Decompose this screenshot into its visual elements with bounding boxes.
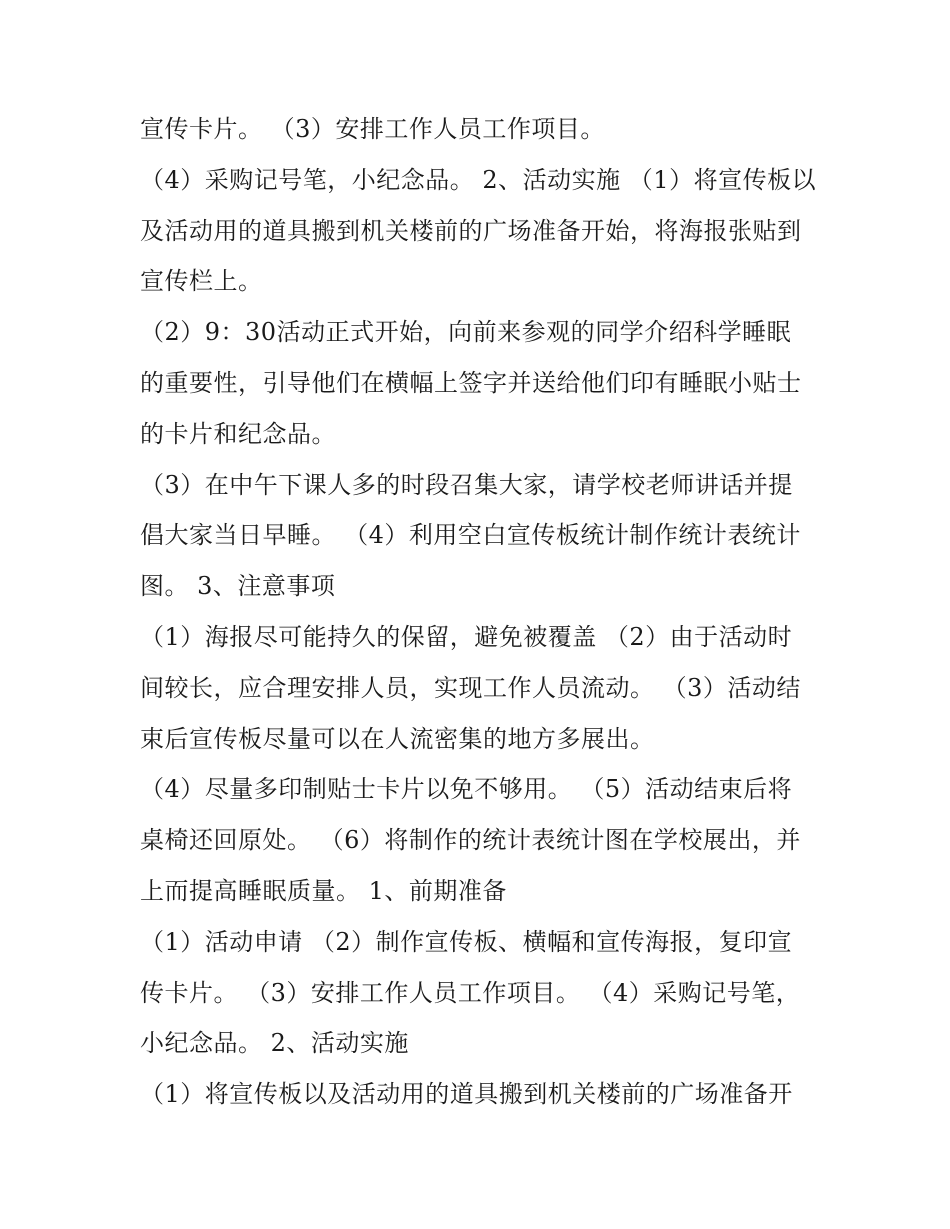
text-line: 倡大家当日早睡。 （4）利用空白宣传板统计制作统计表统计 — [140, 521, 801, 550]
text-line: 图。 3、注意事项 — [140, 572, 336, 601]
document-body — [140, 104, 820, 1120]
text-line: （1）活动申请 （2）制作宣传板、横幅和宣传海报，复印宣 — [140, 927, 793, 956]
text-line: 小纪念品。 2、活动实施 — [140, 1029, 409, 1058]
text-line: （4）采购记号笔，小纪念品。 2、活动实施 （1）将宣传板以 — [140, 165, 817, 194]
text-line: 束后宣传板尽量可以在人流密集的地方多展出。 — [140, 724, 655, 753]
text-line: 的重要性，引导他们在横幅上签字并送给他们印有睡眠小贴士 — [140, 368, 802, 397]
text-line: 上而提高睡眠质量。 1、前期准备 — [140, 876, 507, 905]
text-line: （3）在中午下课人多的时段召集大家，请学校老师讲话并提 — [140, 470, 793, 499]
text-line: （2）9：30活动正式开始，向前来参观的同学介绍科学睡眠 — [140, 318, 792, 347]
text-line: 桌椅还回原处。 （6）将制作的统计表统计图在学校展出，并 — [140, 826, 801, 855]
text-line: 宣传卡片。 （3）安排工作人员工作项目。 — [140, 115, 605, 143]
text-line: 宣传栏上。 — [140, 267, 263, 296]
text-line: 间较长，应合理安排人员，实现工作人员流动。 （3）活动结 — [140, 673, 801, 702]
text-line: 的卡片和纪念品。 — [140, 419, 336, 448]
text-line: （1）海报尽可能持久的保留，避免被覆盖 （2）由于活动时 — [140, 622, 793, 651]
text-line: （4）尽量多印制贴士卡片以免不够用。 （5）活动结束后将 — [140, 775, 793, 804]
text-line: （1）将宣传板以及活动用的道具搬到机关楼前的广场准备开 — [140, 1080, 793, 1109]
text-line: 传卡片。 （3）安排工作人员工作项目。 （4）采购记号笔， — [140, 978, 801, 1007]
text-line: 及活动用的道具搬到机关楼前的广场准备开始，将海报张贴到 — [140, 216, 802, 245]
